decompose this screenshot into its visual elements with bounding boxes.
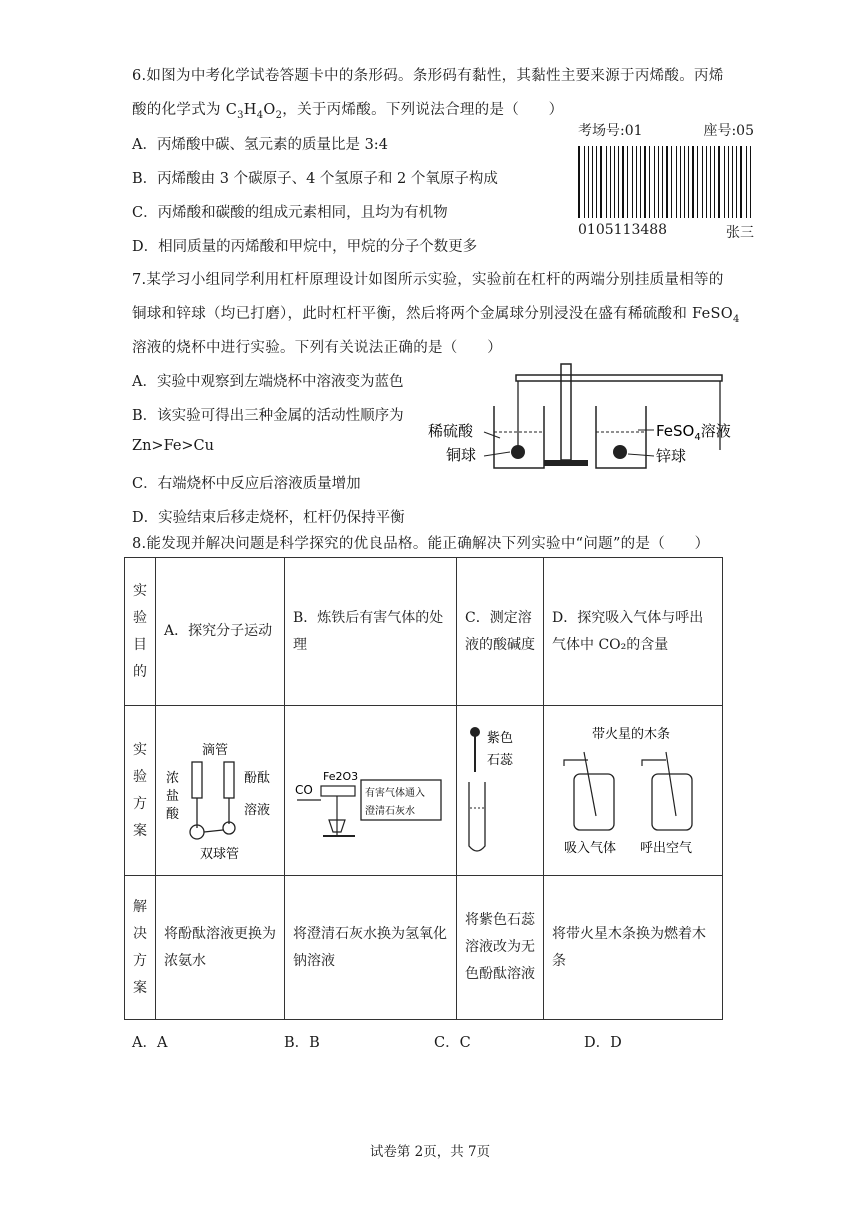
purpose-c: C．测定溶液的酸碱度	[457, 558, 544, 706]
combustion-tube	[321, 786, 355, 796]
barcode-gap	[747, 146, 748, 218]
left-dropper	[192, 762, 202, 798]
barcode-bar	[666, 146, 668, 218]
stick-right	[666, 752, 676, 816]
q6-stem-tail: ，关于丙烯酸。下列说法合理的是（ ）	[282, 102, 564, 118]
barcode-bar	[671, 146, 672, 218]
pointer-line	[628, 454, 654, 456]
label-glowing-stick: 带火星的木条	[592, 726, 671, 742]
figure-test-tube	[457, 716, 543, 866]
plan-c	[457, 706, 544, 876]
copper-ball	[511, 445, 525, 459]
barcode-gap	[734, 146, 735, 218]
row-header-solution	[125, 876, 156, 1020]
barcode-bar	[706, 146, 707, 218]
barcode-bar	[654, 146, 655, 218]
right-dropper	[224, 762, 234, 798]
barcode-bar	[728, 146, 729, 218]
right-solution-word: 溶液	[700, 422, 731, 440]
stick-left	[584, 752, 596, 816]
barcode-gap	[651, 146, 652, 218]
row-header-char: 实	[133, 582, 147, 599]
q8-stem: 8.能发现并解决问题是科学探究的优良品格。能正确解决下列实验中“问题”的是（ ）	[132, 536, 710, 552]
barcode-gap	[712, 146, 713, 218]
barcode-bar	[710, 146, 711, 218]
barcode-gap	[725, 146, 726, 218]
answer-c: C．C	[434, 1035, 471, 1051]
barcode-bar	[636, 146, 637, 218]
q7-option-d: D．实验结束后移走烧杯，杠杆仍保持平衡	[132, 510, 405, 526]
q6-formula-sub: 2	[275, 109, 283, 121]
row-header-char: 决	[133, 925, 147, 942]
row-header-char: 验	[133, 768, 147, 785]
barcode-bars	[578, 146, 754, 218]
q6-stem-line2	[132, 98, 563, 121]
q6-option-b: B．丙烯酸由 3 个碳原子、4 个氢原子和 2 个氧原子构成	[132, 171, 498, 187]
barcode-gap	[695, 146, 696, 218]
label-right: 溶液	[244, 802, 271, 818]
barcode-bar	[714, 146, 715, 218]
q6-option-d: D．相同质量的丙烯酸和甲烷中，甲烷的分子个数更多	[132, 239, 478, 255]
purpose-d: D．探究吸入气体与呼出气体中 CO₂的含量	[544, 558, 723, 706]
solution-b: 将澄清石灰水换为氢氧化钠溶液	[285, 876, 457, 1020]
bottle-right	[652, 774, 692, 830]
figure-gas-bottles	[544, 716, 718, 866]
barcode-gap	[629, 146, 630, 218]
solution-a: 将酚酞溶液更换为浓氨水	[156, 876, 285, 1020]
barcode-gap	[673, 146, 674, 218]
barcode-gap	[669, 146, 670, 218]
barcode-bar	[584, 146, 585, 218]
q7-stem-line2	[132, 302, 740, 325]
q6-option-c: C．丙烯酸和碳酸的组成元素相同，且均为有机物	[132, 205, 448, 221]
barcode-seat: 座号:05	[703, 123, 754, 139]
test-tube	[469, 782, 485, 851]
barcode-gap	[608, 146, 609, 218]
barcode-bar	[627, 146, 628, 218]
barcode-name: 张三	[726, 225, 754, 241]
lever-figure	[420, 360, 750, 482]
pointer-line	[484, 432, 500, 438]
label-inhaled: 吸入气体	[564, 840, 617, 856]
figure-double-bulb-tube	[156, 716, 282, 866]
barcode-bar	[697, 146, 698, 218]
label-co: CO	[295, 782, 313, 797]
row-header-char: 目	[133, 636, 147, 653]
barcode-gap	[633, 146, 634, 218]
solution-c: 将紫色石蕊溶液改为无色酚酞溶液	[457, 876, 544, 1020]
barcode-gap	[590, 146, 591, 218]
tube-right	[642, 760, 666, 766]
label-right: 酚酞	[244, 770, 271, 786]
row-header-char: 实	[133, 741, 147, 758]
barcode-bar	[578, 146, 580, 218]
label-box-line2: 澄清石灰水	[365, 805, 415, 817]
barcode-number: 0105113488	[578, 222, 668, 238]
barcode-bar	[614, 146, 615, 218]
connecting-tube	[204, 830, 223, 832]
barcode-gap	[721, 146, 722, 218]
q6-stem-line1: 6.如图为中考化学试卷答题卡中的条形码。条形码有黏性，其黏性主要来源于丙烯酸。丙烯	[132, 68, 724, 84]
barcode-bar	[688, 146, 689, 218]
barcode-gap	[581, 146, 582, 218]
q6-formula-part: 酸的化学式为 C	[132, 102, 238, 118]
barcode-bar	[600, 146, 602, 218]
q7-stem-line2-text: 铜球和锌球（均已打磨），此时杠杆平衡，然后将两个金属球分别浸没在盛有稀硫酸和 FeSO	[132, 306, 733, 322]
table-row	[125, 876, 723, 1020]
barcode-bar	[588, 146, 589, 218]
label-left: 酸	[166, 806, 180, 822]
row-header-plan	[125, 706, 156, 876]
barcode-bar	[622, 146, 624, 218]
q6-option-a: A．丙烯酸中碳、氢元素的质量比是 3:4	[132, 137, 388, 153]
purpose-b: B．炼铁后有害气体的处理	[285, 558, 457, 706]
row-header-char: 解	[133, 898, 147, 915]
barcode-bar	[662, 146, 663, 218]
barcode-gap	[659, 146, 660, 218]
solution-d: 将带火星木条换为燃着木条	[544, 876, 723, 1020]
barcode-gap	[620, 146, 621, 218]
barcode-bar	[618, 146, 619, 218]
barcode-gap	[704, 146, 705, 218]
barcode-bar	[596, 146, 597, 218]
barcode-gap	[663, 146, 664, 218]
q7-option-c: C．右端烧杯中反应后溶液质量增加	[132, 476, 361, 492]
barcode-bar	[592, 146, 593, 218]
figure-iron-smelting	[285, 716, 455, 866]
q7-stem-line3: 溶液的烧杯中进行实验。下列有关说法正确的是（ ）	[132, 340, 502, 356]
plan-b	[285, 706, 457, 876]
table-row	[125, 706, 723, 876]
barcode-bar	[658, 146, 659, 218]
q6-formula-sub: 3	[237, 109, 244, 121]
barcode-bar	[610, 146, 611, 218]
barcode-bar	[680, 146, 681, 218]
barcode-gap	[615, 146, 616, 218]
answer-b: B．B	[284, 1035, 320, 1051]
pointer-line	[484, 452, 510, 456]
label-litmus1: 紫色	[487, 730, 514, 746]
row-header-char: 验	[133, 609, 147, 626]
row-header-char: 方	[133, 795, 147, 812]
bottle-left	[574, 774, 614, 830]
dropper-bulb	[470, 727, 480, 737]
barcode-bar	[732, 146, 733, 218]
zinc-ball	[613, 445, 627, 459]
barcode-gap	[642, 146, 643, 218]
barcode-bar	[736, 146, 737, 218]
q6-formula-sub: 4	[256, 109, 264, 121]
barcode-bar	[606, 146, 607, 218]
row-header-char: 方	[133, 952, 147, 969]
barcode-gap	[690, 146, 691, 218]
barcode-gap	[678, 146, 679, 218]
barcode-gap	[611, 146, 612, 218]
q7-option-a: A．实验中观察到左端烧杯中溶液变为蓝色	[132, 374, 404, 390]
barcode-gap	[743, 146, 744, 218]
row-header-char: 案	[133, 822, 147, 839]
purpose-a: A．探究分子运动	[156, 558, 285, 706]
tube-left	[564, 760, 588, 766]
barcode-gap	[752, 146, 753, 218]
barcode-bar	[684, 146, 685, 218]
lever-stand	[561, 364, 571, 460]
barcode-bar	[649, 146, 650, 218]
row-header-char: 的	[133, 663, 147, 680]
barcode-room: 考场号:01	[578, 123, 643, 139]
barcode-gap	[637, 146, 638, 218]
barcode-gap	[707, 146, 708, 218]
barcode-label	[578, 120, 754, 242]
barcode-bar	[692, 146, 694, 218]
q6-formula-part: O	[263, 102, 276, 118]
barcode-bar	[724, 146, 725, 218]
q7-option-b-cont: Zn>Fe>Cu	[132, 438, 214, 454]
barcode-gap	[598, 146, 599, 218]
label-box-line1: 有害气体通入	[365, 787, 425, 799]
label-exhaled: 呼出空气	[640, 840, 693, 856]
page-footer: 试卷第 2页，共 7页	[369, 1144, 491, 1160]
barcode-gap	[738, 146, 739, 218]
barcode-bar	[718, 146, 720, 218]
barcode-gap	[625, 146, 626, 218]
q7-option-b: B．该实验可得出三种金属的活动性顺序为	[132, 408, 404, 424]
barcode-gap	[682, 146, 683, 218]
plan-a	[156, 706, 285, 876]
q6-formula-part: H	[243, 102, 257, 118]
barcode-gap	[685, 146, 686, 218]
barcode-bar	[644, 146, 646, 218]
barcode-gap	[729, 146, 730, 218]
barcode-gap	[699, 146, 700, 218]
barcode-gap	[603, 146, 604, 218]
barcode-gap	[656, 146, 657, 218]
barcode-bar	[740, 146, 742, 218]
barcode-gap	[647, 146, 648, 218]
q7-formula-sub: 4	[732, 313, 740, 325]
label-dropper: 滴管	[202, 742, 229, 758]
barcode-bar	[746, 146, 747, 218]
answer-d: D．D	[584, 1035, 622, 1051]
lever-base	[544, 460, 588, 466]
row-header-purpose	[125, 558, 156, 706]
lever-beam	[516, 375, 722, 381]
barcode-gap	[716, 146, 717, 218]
table-row	[125, 558, 723, 706]
label-litmus2: 石蕊	[487, 752, 514, 768]
copper-ball-label: 铜球	[446, 446, 477, 464]
label-fe2o3: Fe2O3	[323, 769, 359, 783]
right-solution-sub: 4	[694, 432, 701, 443]
label-double-bulb: 双球管	[200, 846, 240, 862]
barcode-bar	[750, 146, 751, 218]
label-left: 盐	[166, 788, 180, 804]
barcode-bar	[632, 146, 633, 218]
barcode-bar	[676, 146, 677, 218]
barcode-bar	[640, 146, 641, 218]
experiment-table	[124, 557, 723, 1020]
barcode-gap	[585, 146, 586, 218]
zinc-ball-label: 锌球	[656, 447, 687, 465]
barcode-bar	[702, 146, 703, 218]
row-header-char: 案	[133, 979, 147, 996]
plan-d	[544, 706, 723, 876]
answer-a: A．A	[132, 1035, 168, 1051]
right-solution-formula: FeSO	[656, 422, 695, 440]
right-solution-label	[656, 422, 731, 443]
q7-stem-line1: 7.某学习小组同学利用杠杆原理设计如图所示实验，实验前在杠杆的两端分别挂质量相等的	[132, 272, 724, 288]
barcode-gap	[593, 146, 594, 218]
left-solution-label: 稀硫酸	[428, 422, 474, 440]
label-left: 浓	[166, 770, 180, 786]
